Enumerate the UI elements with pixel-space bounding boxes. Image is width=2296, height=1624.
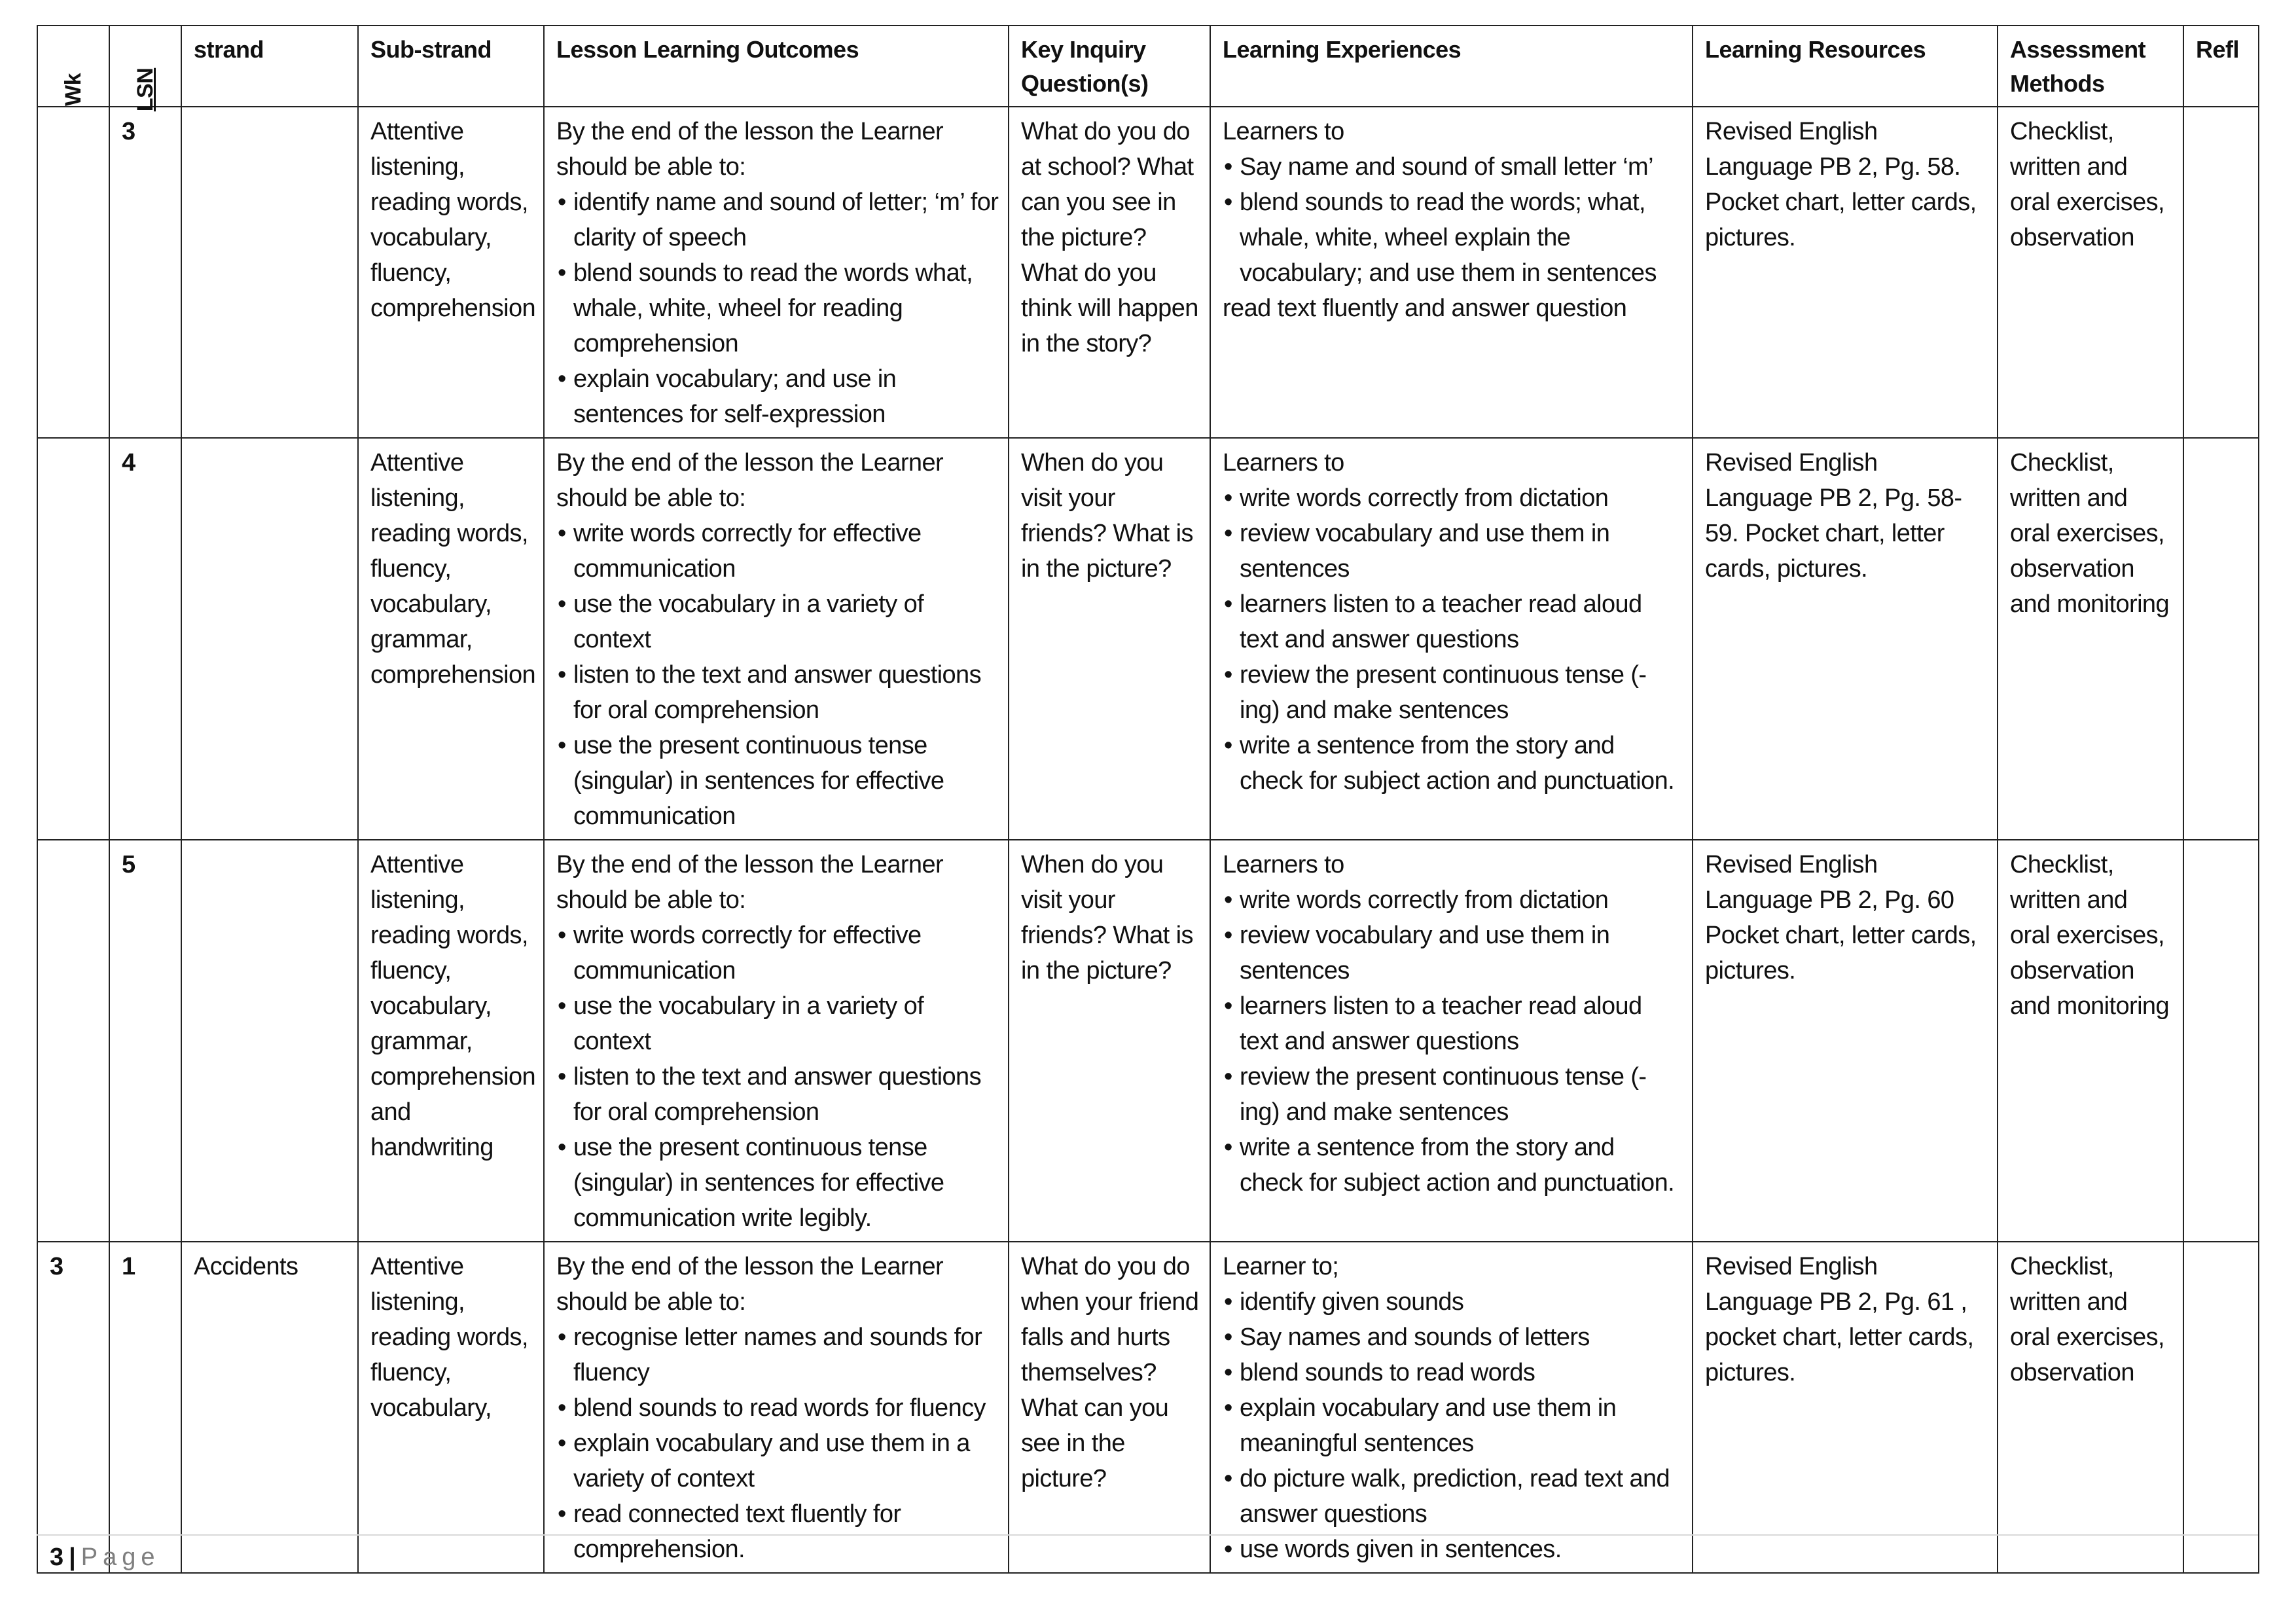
outcomes-cell (544, 1242, 1009, 1573)
experiences-cell (1210, 1242, 1693, 1573)
header-outcomes: Lesson Learning Outcomes (544, 26, 1009, 107)
header-reflection: Refl (2183, 26, 2259, 107)
strand-cell: Accidents (181, 1242, 358, 1573)
table-body (37, 107, 2259, 1573)
assessment-cell: Checklist, written and oral exercises, observation and monitoring (1998, 438, 2183, 840)
experiences-list (1223, 882, 1683, 1200)
list-item: • Say names and sounds of letters (1223, 1320, 1683, 1355)
table-row (37, 438, 2259, 840)
experiences-tail: read text fluently and answer question (1223, 295, 1627, 322)
list-item: • use words given in sentences. (1223, 1532, 1683, 1567)
list-item: • learners listen to a teacher read aloud text and answer questions (1223, 988, 1683, 1059)
list-item: • do picture walk, prediction, read text and answer questions (1223, 1461, 1683, 1532)
list-item: • review vocabulary and use them in sentences (1223, 918, 1683, 988)
list-item: • use the vocabulary in a variety of context (556, 586, 999, 657)
assessment-cell: Checklist, written and oral exercises, observation and monitoring (1998, 840, 2183, 1242)
outcomes-intro: By the end of the lesson the Learner should be able to: (556, 851, 944, 914)
experiences-intro: Learners to (1223, 851, 1344, 878)
experiences-intro: Learners to (1223, 449, 1344, 477)
page-label: Page (81, 1543, 160, 1571)
lesson-cell: 3 (109, 107, 181, 438)
list-item: • identify name and sound of letter; ‘m’ for clarity of speech (556, 185, 999, 255)
experiences-intro: Learner to; (1223, 1253, 1339, 1280)
header-experiences: Learning Experiences (1210, 26, 1693, 107)
header-wk: Wk (37, 26, 109, 107)
list-item: • blend sounds to read the words what, whale, white, wheel for reading comprehension (556, 255, 999, 361)
week-cell (37, 438, 109, 840)
reflection-cell (2183, 438, 2259, 840)
table-row (37, 107, 2259, 438)
list-item: • write words correctly for effective communication (556, 516, 999, 586)
resources-cell: Revised English Language PB 2, Pg. 60 Pocket chart, letter cards, pictures. (1693, 840, 1998, 1242)
assessment-cell: Checklist, written and oral exercises, observation (1998, 107, 2183, 438)
list-item: • listen to the text and answer questions for oral comprehension (556, 657, 999, 728)
list-item: • use the vocabulary in a variety of context (556, 988, 999, 1059)
header-lsn: LSN (109, 26, 181, 107)
list-item: • identify given sounds (1223, 1284, 1683, 1320)
reflection-cell (2183, 1242, 2259, 1573)
page-footer (50, 1541, 160, 1574)
week-cell (37, 840, 109, 1242)
resources-cell: Revised English Language PB 2, Pg. 61 , pocket chart, letter cards, pictures. (1693, 1242, 1998, 1573)
outcomes-cell (544, 840, 1009, 1242)
strand-cell (181, 107, 358, 438)
experiences-list (1223, 149, 1683, 291)
inquiry-cell: What do you do when your friend falls and hurts themselves? What can you see in the picture? (1009, 1242, 1210, 1573)
page-number: 3 (50, 1543, 64, 1571)
list-item: • explain vocabulary; and use in sentences for self-expression (556, 361, 999, 432)
experiences-cell (1210, 107, 1693, 438)
list-item: • explain vocabulary and use them in meaningful sentences (1223, 1390, 1683, 1461)
week-cell: 3 (37, 1242, 109, 1573)
lesson-cell: 5 (109, 840, 181, 1242)
list-item: • write words correctly from dictation (1223, 882, 1683, 918)
experiences-intro: Learners to (1223, 118, 1344, 145)
list-item: • blend sounds to read the words; what, whale, white, wheel explain the vocabulary; and use them in sentences (1223, 185, 1683, 291)
table-row (37, 1242, 2259, 1573)
list-item: • listen to the text and answer questions for oral comprehension (556, 1059, 999, 1130)
reflection-cell (2183, 840, 2259, 1242)
header-substrand: Sub-strand (358, 26, 544, 107)
inquiry-cell: When do you visit your friends? What is in the picture? (1009, 438, 1210, 840)
outcomes-cell (544, 107, 1009, 438)
reflection-cell (2183, 107, 2259, 438)
list-item: • explain vocabulary and use them in a variety of context (556, 1426, 999, 1496)
header-row (37, 26, 2259, 107)
outcomes-cell (544, 438, 1009, 840)
header-assessment: Assessment Methods (1998, 26, 2183, 107)
list-item: • learners listen to a teacher read aloud text and answer questions (1223, 586, 1683, 657)
list-item: • Say name and sound of small letter ‘m’ (1223, 149, 1683, 185)
list-item: • use the present continuous tense (singular) in sentences for effective communication (556, 728, 999, 834)
list-item: • read connected text fluently for comprehension. (556, 1496, 999, 1567)
strand-cell (181, 438, 358, 840)
outcomes-list (556, 1320, 999, 1567)
experiences-list (1223, 480, 1683, 799)
lesson-cell: 1 (109, 1242, 181, 1573)
outcomes-intro: By the end of the lesson the Learner should be able to: (556, 449, 944, 512)
resources-cell: Revised English Language PB 2, Pg. 58-59. Pocket chart, letter cards, pictures. (1693, 438, 1998, 840)
substrand-cell: Attentive listening, reading words, vocabulary, fluency, comprehension (358, 107, 544, 438)
experiences-cell (1210, 438, 1693, 840)
inquiry-cell: When do you visit your friends? What is in the picture? (1009, 840, 1210, 1242)
lesson-cell: 4 (109, 438, 181, 840)
outcomes-list (556, 516, 999, 834)
list-item: • blend sounds to read words for fluency (556, 1390, 999, 1426)
outcomes-list (556, 918, 999, 1236)
substrand-cell: Attentive listening, reading words, fluency, vocabulary, grammar, comprehension and handwriting (358, 840, 544, 1242)
assessment-cell: Checklist, written and oral exercises, observation (1998, 1242, 2183, 1573)
footer-separator: | (69, 1543, 76, 1571)
table-row (37, 840, 2259, 1242)
header-strand: strand (181, 26, 358, 107)
list-item: • write words correctly from dictation (1223, 480, 1683, 516)
list-item: • review the present continuous tense (-ing) and make sentences (1223, 1059, 1683, 1130)
substrand-cell: Attentive listening, reading words, fluency, vocabulary, (358, 1242, 544, 1573)
list-item: • blend sounds to read words (1223, 1355, 1683, 1390)
list-item: • write a sentence from the story and check for subject action and punctuation. (1223, 1130, 1683, 1200)
list-item: • write words correctly for effective communication (556, 918, 999, 988)
strand-cell (181, 840, 358, 1242)
header-resources: Learning Resources (1693, 26, 1998, 107)
list-item: • review the present continuous tense (-ing) and make sentences (1223, 657, 1683, 728)
resources-cell: Revised English Language PB 2, Pg. 58. Pocket chart, letter cards, pictures. (1693, 107, 1998, 438)
list-item: • recognise letter names and sounds for fluency (556, 1320, 999, 1390)
list-item: • write a sentence from the story and check for subject action and punctuation. (1223, 728, 1683, 799)
outcomes-intro: By the end of the lesson the Learner should be able to: (556, 118, 944, 181)
list-item: • review vocabulary and use them in sentences (1223, 516, 1683, 586)
experiences-cell (1210, 840, 1693, 1242)
header-inquiry: Key Inquiry Question(s) (1009, 26, 1210, 107)
substrand-cell: Attentive listening, reading words, fluency, vocabulary, grammar, comprehension (358, 438, 544, 840)
week-cell (37, 107, 109, 438)
experiences-list (1223, 1284, 1683, 1567)
footer-rule (37, 1534, 2258, 1536)
inquiry-cell: What do you do at school? What can you see in the picture? What do you think will happen in the story? (1009, 107, 1210, 438)
scheme-of-work-table (37, 25, 2259, 1574)
list-item: • use the present continuous tense (singular) in sentences for effective communication write legibly. (556, 1130, 999, 1236)
outcomes-intro: By the end of the lesson the Learner should be able to: (556, 1253, 944, 1316)
outcomes-list (556, 185, 999, 432)
